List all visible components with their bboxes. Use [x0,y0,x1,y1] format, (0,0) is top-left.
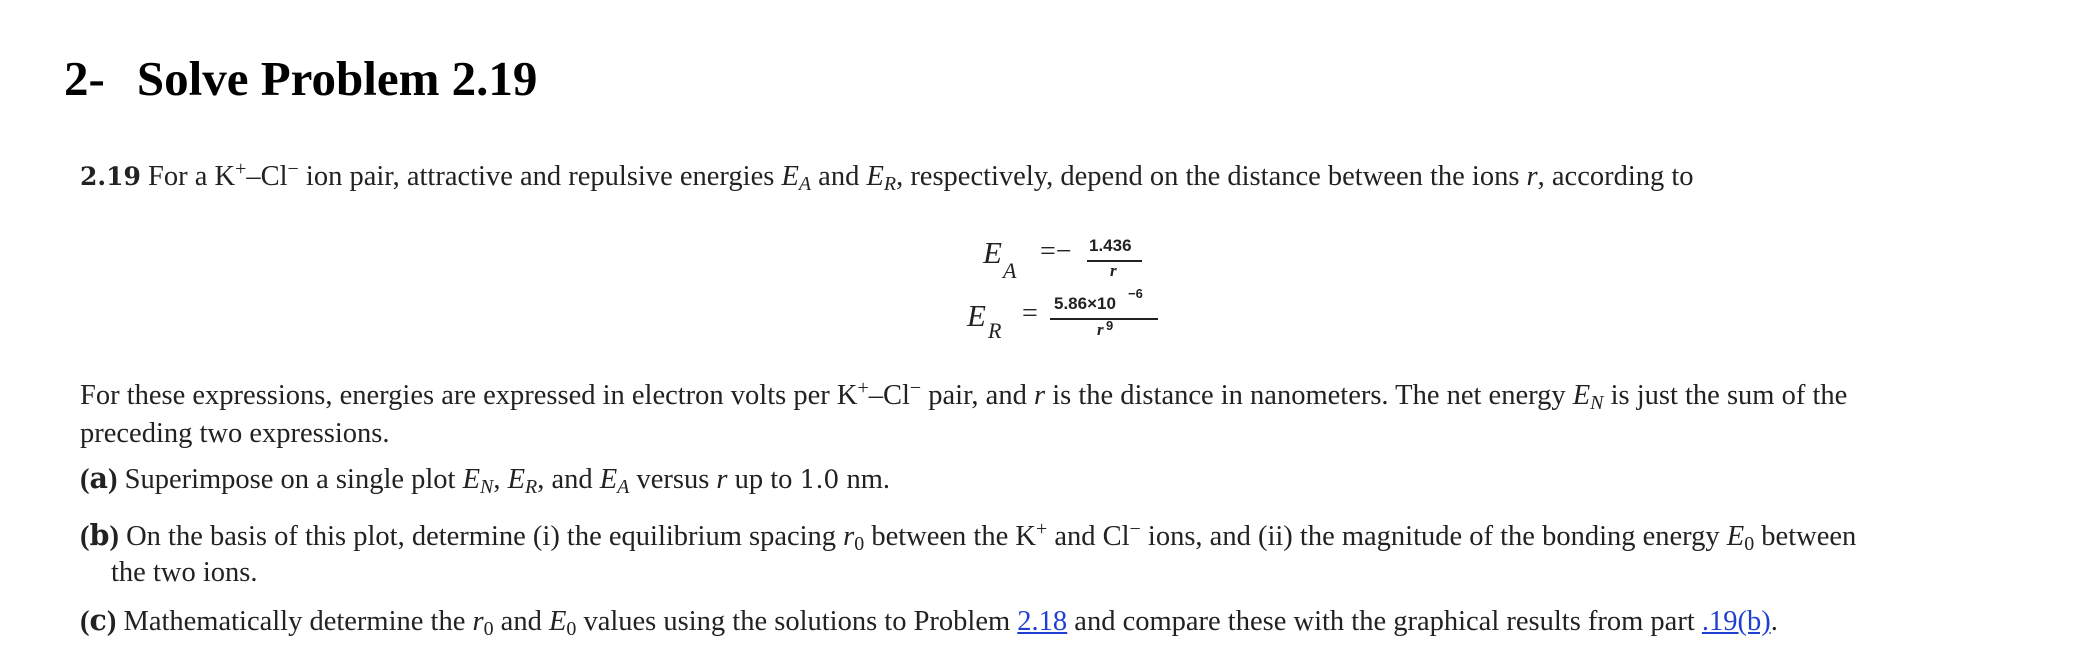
part-c: (c) Mathematically determine the $r_0$ and $E_0$ values using the solutions to Problem 2.18 and compare these with the graphical results from part .19(b). [80,603,1778,640]
ea-equals: =− [1040,236,1072,267]
er-exponent: −6 [1128,286,1143,301]
part-b: (b) On the basis of this plot, determine (i) the equilibrium spacing $r_0$ between the K+ and Cl− ions, and (ii) the magnitude of the bonding energy $E_0$ between [80,518,1857,555]
paragraph-line-2: preceding two expressions. [80,418,390,449]
er-denominator: r [1097,320,1104,339]
heading-title: Solve Problem 2.19 [136,51,538,106]
part-a: (a) Superimpose on a single plot $E_N$, $E_R$, and $E_A$ versus r up to 1.0 nm. [80,461,890,498]
ea-lhs-sub: A [1003,258,1017,283]
part-b-line-2: the two ions. [111,557,258,588]
problem-number: 2.19 [80,162,141,191]
ea-lhs: E [983,235,1002,270]
link-part-19b[interactable]: .19(b) [1701,606,1771,637]
er-fraction-bar [1050,318,1158,320]
part-c-label: (c) [80,603,117,637]
ea-numerator: 1.436 [1089,236,1132,255]
page-heading [64,50,537,107]
er-lhs: E [967,298,986,333]
er-numerator: 5.86×10 [1054,294,1116,313]
part-b-label: (b) [80,518,119,552]
ea-denominator: r [1110,261,1117,280]
link-problem-2-18[interactable]: 2.18 [1017,606,1068,637]
part-a-label: (a) [80,461,118,495]
er-denominator-exponent: 9 [1106,318,1114,333]
paragraph-line-1: For these expressions, energies are expressed in electron volts per K+–Cl− pair, and r is the distance in nanometers. The net energy $E_N$ is just the sum of the [80,377,1848,414]
er-equals: = [1022,298,1038,329]
problem-statement: 2.19 For a K+–Cl− ion pair, attractive and repulsive energies $E_A$ and $E_R$, respectively, depend on the distance between the ions r, according to [80,158,1694,195]
er-lhs-sub: R [988,318,1002,343]
heading-number: 2- [64,51,105,106]
